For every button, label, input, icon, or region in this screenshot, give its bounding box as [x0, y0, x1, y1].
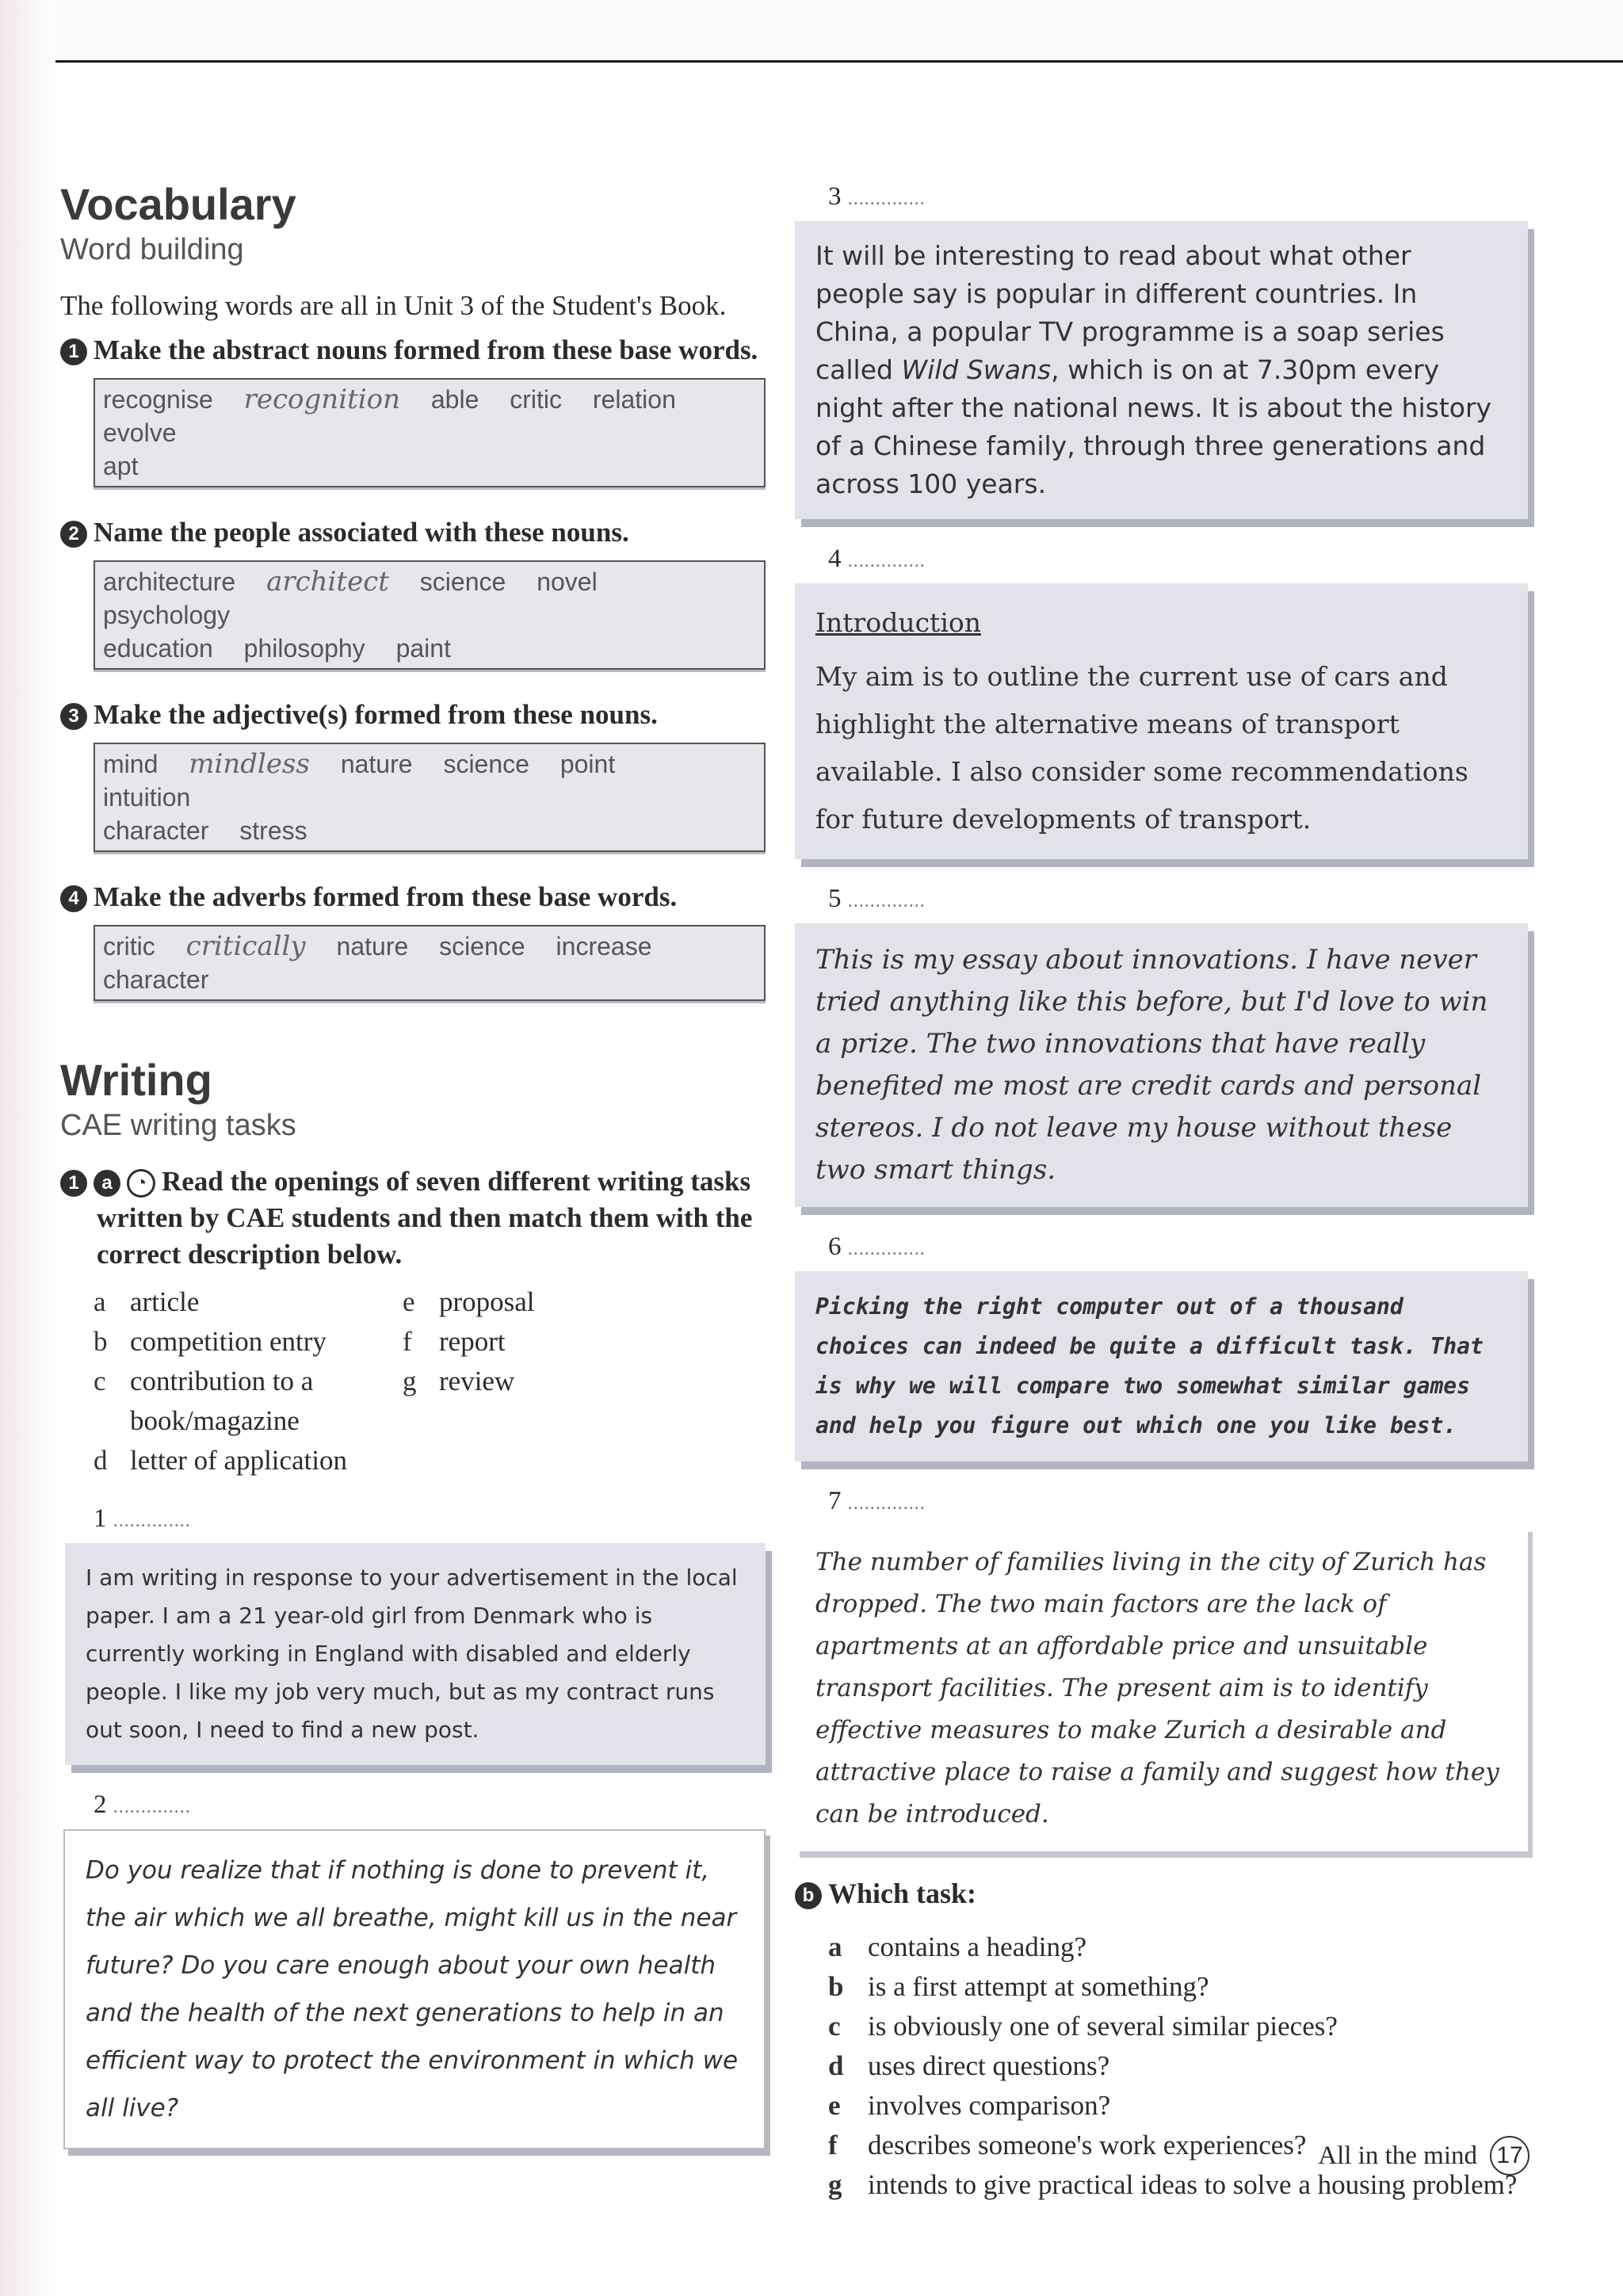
question-text: Which task: — [828, 1878, 977, 1909]
option-letter: e — [403, 1286, 415, 1317]
item-text: is obviously one of several similar pieces? — [868, 2011, 1338, 2042]
item-letter: c — [828, 2011, 841, 2042]
task-text: This is my essay about innovations. I have never tried anything like this before, but I'd love to win a prize. The two innovations that have really benefited me most are credit cards and personal stereos. I do not leave my house without these two smart things. — [815, 944, 1488, 1186]
word: nature — [340, 750, 413, 778]
task-card-6 — [795, 1271, 1528, 1461]
task-text: The number of families living in the city of Zurich has dropped. The two main factors are the lack of apartments at an affordable price and unsuitable transport facilities. The present aim is to identify effective measures to make Zurich a desirable and attractive place to raise a family and suggest how they can be introduced. — [815, 1548, 1499, 1828]
option-item — [94, 1322, 403, 1362]
word: science — [443, 750, 529, 778]
task-card-2 — [63, 1829, 766, 2149]
task-type-options — [94, 1282, 766, 1480]
answer-blank: .............. — [847, 1493, 926, 1514]
word: able — [430, 385, 479, 414]
question-number: 3 — [60, 703, 87, 730]
option-item — [94, 1441, 403, 1480]
option-letter: f — [403, 1326, 412, 1357]
word: science — [439, 932, 525, 961]
option-text: competition entry — [130, 1326, 327, 1357]
list-item — [828, 1927, 1528, 1967]
option-item — [94, 1362, 403, 1441]
task-card-1 — [65, 1543, 766, 1765]
word: philosophy — [243, 634, 365, 663]
option-item — [403, 1282, 535, 1322]
list-item — [828, 2086, 1528, 2126]
task-text: Picking the right computer out of a thousand choices can indeed be quite a difficult task. That is why we will compare two somewhat similar games and help you figure out which one you like best. — [815, 1293, 1484, 1438]
word: point — [559, 750, 616, 778]
task-number: 7 — [828, 1487, 842, 1515]
task-number-6 — [828, 1232, 1528, 1262]
task-number-4 — [828, 544, 1528, 574]
word: psychology — [103, 601, 231, 629]
item-text: intends to give practical ideas to solve a housing problem? — [868, 2169, 1518, 2200]
timer-icon: ◔ — [127, 1169, 155, 1198]
task-number: 3 — [828, 182, 842, 211]
option-text: report — [439, 1326, 506, 1357]
answer-blank: .............. — [113, 1511, 191, 1531]
word: nature — [336, 932, 409, 961]
task-text: Do you realize that if nothing is done to prevent it, the air which we all breathe, might kill us in the near future? Do you care enough about your own health and the health of the next generations to help in an efficient way to protect the environment in which we all live? — [86, 1856, 739, 2122]
word: architecture — [103, 567, 236, 596]
list-item — [828, 1967, 1528, 2007]
word: science — [419, 567, 506, 596]
question-text: Make the adverbs formed from these base words. — [94, 881, 678, 912]
vocabulary-subtitle: Word building — [60, 233, 244, 266]
task-card-3 — [795, 221, 1528, 519]
task-card-4 — [795, 583, 1528, 859]
task-number: 5 — [828, 884, 842, 913]
vocabulary-intro: The following words are all in Unit 3 of the Student's Book. — [60, 290, 727, 321]
task-text: I am writing in response to your advertisement in the local paper. I am a 21 year-old girl from Denmark who is currently working in England with disabled and elderly people. I like my job very much, but as my contract runs out soon, I need to find a new post. — [86, 1564, 738, 1743]
task-text-part: It will be interesting to read about what other people say is popular in different countries. In China, a popular TV programme is a soap series called — [815, 240, 1445, 385]
answer-blank: .............. — [847, 1239, 926, 1259]
top-rule — [48, 60, 1623, 63]
option-letter: c — [94, 1366, 106, 1396]
answer-blank: .............. — [847, 189, 926, 209]
question-number: 1 — [60, 1170, 87, 1197]
question-text: Make the abstract nouns formed from these base words. — [94, 334, 758, 365]
task-card-7 — [795, 1526, 1528, 1851]
option-item — [403, 1362, 535, 1401]
task-number-1 — [94, 1504, 766, 1534]
word: novel — [537, 567, 598, 596]
task-text-part: , which is on at 7.30pm every night after the national news. It is about the history of a Chinese family, through three generations and across 100 years. — [815, 354, 1492, 499]
item-letter: e — [828, 2090, 841, 2121]
programme-title: Wild Swans — [901, 354, 1052, 385]
option-letter: a — [94, 1286, 106, 1317]
question-text: Make the adjective(s) formed from these nouns. — [94, 699, 658, 730]
item-text: contains a heading? — [868, 1931, 1087, 1962]
task-number: 2 — [94, 1790, 107, 1819]
part-label: a — [94, 1170, 120, 1197]
word: critic — [510, 385, 563, 414]
part-label: b — [795, 1882, 822, 1909]
option-text: contribution to a book/magazine — [130, 1366, 314, 1436]
word-box-3 — [94, 743, 766, 852]
task-number: 4 — [828, 544, 842, 573]
option-letter: d — [94, 1445, 108, 1476]
word: relation — [592, 385, 676, 414]
handwritten-answer: architect — [266, 566, 389, 598]
option-item — [94, 1282, 403, 1322]
question-1a — [68, 1163, 766, 1273]
answer-blank: .............. — [113, 1797, 191, 1817]
task-number-7 — [828, 1487, 1528, 1516]
task-body: My aim is to outline the current use of cars and highlight the alternative means of transport available. I also consider some recommendations for future developments of transport. — [815, 661, 1468, 835]
writing-subtitle: CAE writing tasks — [60, 1109, 296, 1142]
item-text: is a first attempt at something? — [868, 1971, 1209, 2002]
question-number: 4 — [60, 885, 87, 912]
word: recognise — [103, 385, 213, 414]
answer-blank: .............. — [847, 551, 926, 571]
option-letter: g — [403, 1366, 417, 1396]
task-number: 6 — [828, 1232, 842, 1261]
answer-blank: .............. — [847, 891, 926, 911]
option-text: letter of application — [130, 1445, 348, 1476]
word-box-2 — [94, 560, 766, 670]
word: increase — [556, 932, 652, 961]
handwritten-answer: recognition — [243, 384, 400, 415]
page-footer — [1318, 2136, 1529, 2176]
task-number-5 — [828, 884, 1528, 914]
question-text: Name the people associated with these nouns. — [94, 517, 629, 548]
item-letter: d — [828, 2050, 844, 2081]
question-number: 2 — [60, 521, 87, 548]
word: education — [103, 634, 213, 663]
task-heading: Introduction — [815, 607, 981, 638]
item-text: describes someone's work experiences? — [868, 2130, 1307, 2160]
page-binding-shade — [0, 0, 55, 2296]
item-letter: g — [828, 2169, 842, 2200]
question-number: 1 — [60, 338, 87, 365]
question-1b — [795, 1877, 1528, 1910]
question-1 — [68, 332, 766, 369]
item-text: involves comparison? — [868, 2090, 1111, 2121]
task-card-5 — [795, 923, 1528, 1207]
handwritten-answer: mindless — [189, 748, 310, 780]
word: character — [103, 965, 209, 994]
question-text: Read the openings of seven different writing tasks written by CAE students and then match them with the correct description below. — [97, 1166, 753, 1270]
word: mind — [103, 750, 158, 778]
vocabulary-title: Vocabulary — [60, 179, 296, 229]
item-letter: b — [828, 1971, 844, 2002]
option-item — [403, 1322, 535, 1362]
option-text: review — [439, 1366, 515, 1396]
item-text: uses direct questions? — [868, 2050, 1110, 2081]
option-letter: b — [94, 1326, 108, 1357]
handwritten-answer: critically — [185, 930, 306, 962]
task-number-2 — [94, 1790, 766, 1820]
writing-title: Writing — [60, 1055, 212, 1105]
word-box-4 — [94, 925, 766, 1001]
task-number-3 — [828, 182, 1528, 212]
word: evolve — [103, 418, 177, 447]
word: apt — [103, 452, 139, 480]
question-3 — [68, 697, 766, 733]
item-letter: f — [828, 2130, 838, 2160]
question-4 — [68, 879, 766, 915]
option-text: article — [130, 1286, 200, 1317]
word: stress — [239, 816, 307, 845]
task-text — [815, 237, 1507, 503]
word: character — [103, 816, 209, 845]
option-text: proposal — [439, 1286, 535, 1317]
word-box-1 — [94, 378, 766, 487]
page-number: 17 — [1490, 2136, 1529, 2176]
task-text — [815, 599, 1507, 843]
question-2 — [68, 514, 766, 551]
task-number: 1 — [94, 1504, 107, 1533]
list-item — [828, 2007, 1528, 2046]
page-top-edge — [0, 0, 1623, 60]
list-item — [828, 2046, 1528, 2086]
footer-unit-title: All in the mind — [1318, 2141, 1477, 2170]
word: critic — [103, 932, 155, 961]
right-column — [795, 182, 1528, 2205]
item-letter: a — [828, 1931, 842, 1962]
word: paint — [395, 634, 451, 663]
word: intuition — [103, 783, 191, 812]
left-column — [60, 179, 766, 2175]
